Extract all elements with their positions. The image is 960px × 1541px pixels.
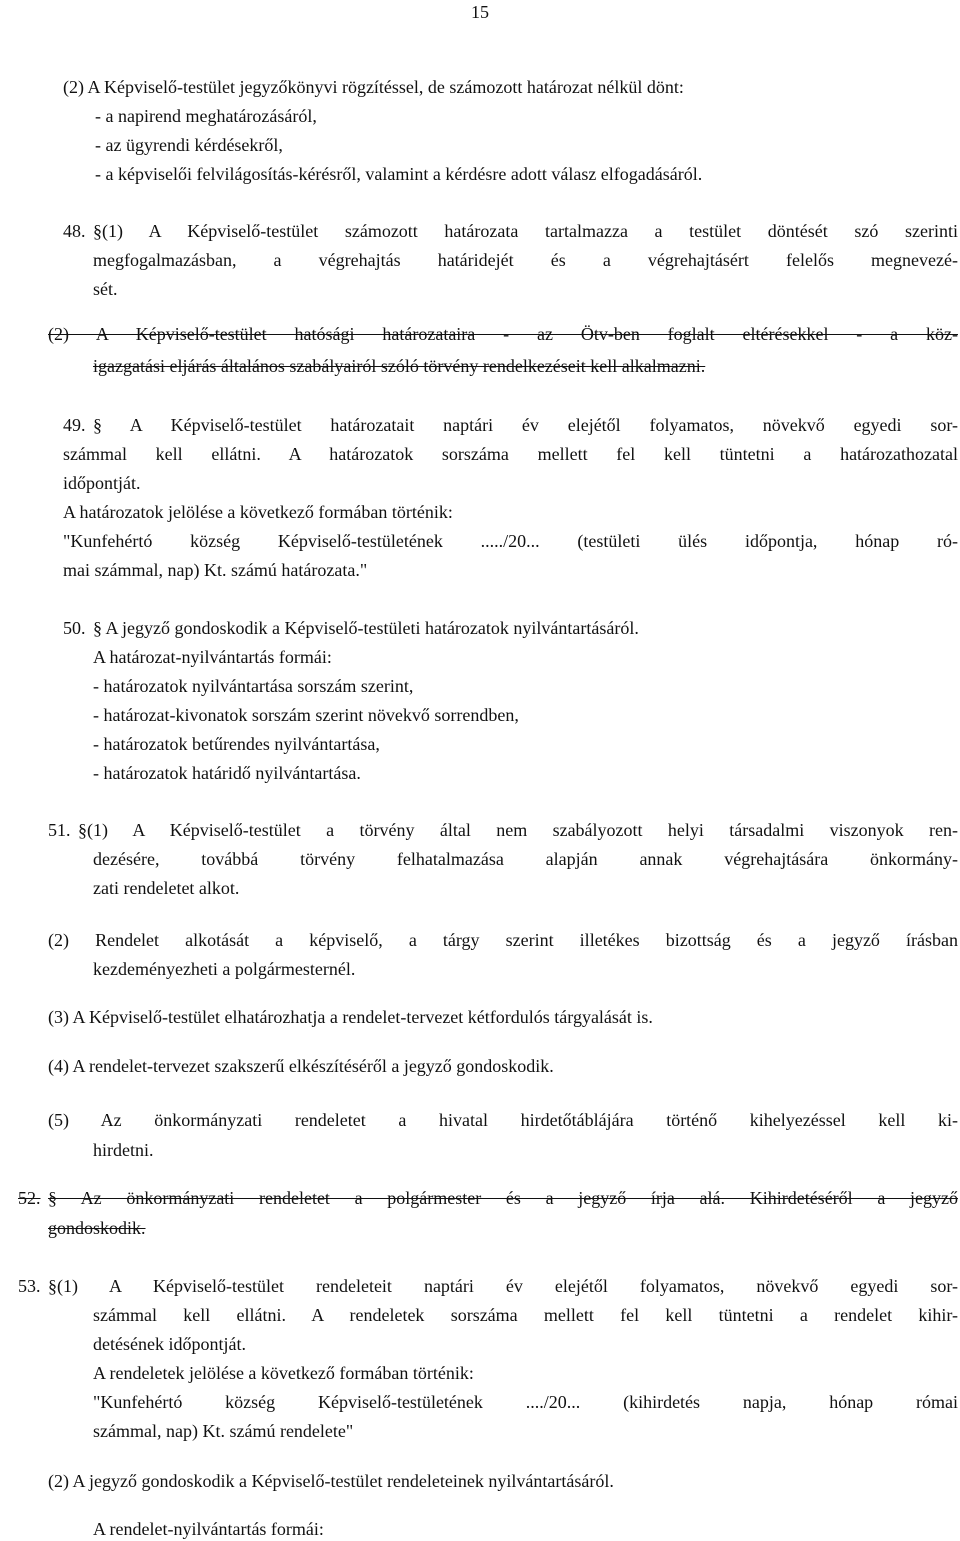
text-line: § A Képviselő-testület határozatait naptári év elejétől folyamatos, növekvő egyedi sor- xyxy=(93,415,958,435)
page-number: 15 xyxy=(471,2,489,22)
text-line: számmal kell ellátni. A rendeletek sorszáma mellett fel kell tüntetni a rendelet kihir- xyxy=(93,1305,958,1325)
text-line: hirdetni. xyxy=(93,1140,154,1160)
list-item: - határozat-kivonatok sorszám szerint növekvő sorrendben, xyxy=(93,705,519,725)
text-line: (2) A jegyző gondoskodik a Képviselő-testület rendeleteinek nyilvántartásáról. xyxy=(48,1471,614,1491)
text-line: (4) A rendelet-tervezet szakszerű elkészítéséről a jegyző gondoskodik. xyxy=(48,1056,554,1076)
text-line: "Kunfehértó község Képviselő-testületének ...../20... (testületi ülés időpontja, hónap ró- xyxy=(63,531,958,551)
text-line: dezésére, továbbá törvény felhatalmazása alapján annak végrehajtására önkormány- xyxy=(93,849,958,869)
text-line: mai számmal, nap) Kt. számú határozata." xyxy=(63,560,368,580)
struck-text-line: (2) A Képviselő-testület hatósági határozataira - az Ötv-ben foglalt eltérésekkel - a köz- xyxy=(48,324,958,344)
section-number: 50. xyxy=(63,618,86,638)
text-line: (3) A Képviselő-testület elhatározhatja a rendelet-tervezet kétfordulós tárgyalását is. xyxy=(48,1007,653,1027)
list-item: - az ügyrendi kérdésekről, xyxy=(95,135,283,155)
list-item: - határozatok határidő nyilvántartása. xyxy=(93,763,361,783)
section-number: 51. xyxy=(48,820,71,840)
text-line: A határozatok jelölése a következő formában történik: xyxy=(63,502,453,522)
text-line: A rendeletek jelölése a következő formában történik: xyxy=(93,1363,474,1383)
text-line: A határozat-nyilvántartás formái: xyxy=(93,647,332,667)
text-line: § A jegyző gondoskodik a Képviselő-testületi határozatok nyilvántartásáról. xyxy=(93,618,639,638)
text-line: §(1) A Képviselő-testület számozott határozata tartalmazza a testület döntését szó szerinti xyxy=(93,221,958,241)
list-item: - határozatok nyilvántartása sorszám szerint, xyxy=(93,676,414,696)
text-line: (2) Rendelet alkotását a képviselő, a tárgy szerint illetékes bizottság és a jegyző írásban xyxy=(48,930,958,950)
text-line: megfogalmazásban, a végrehajtás határidejét és a végrehajtásért felelős megnevezé- xyxy=(93,250,958,270)
text-line: sét. xyxy=(93,279,118,299)
section-number: 52. xyxy=(18,1188,41,1208)
text-line: kezdeményezheti a polgármesternél. xyxy=(93,959,356,979)
section-number: 49. xyxy=(63,415,86,435)
struck-text-line: igazgatási eljárás általános szabályairól szóló törvény rendelkezéseit kell alkalmazni. xyxy=(93,356,706,376)
section-number: 53. xyxy=(18,1276,41,1296)
text-line: időpontját. xyxy=(63,473,141,493)
text-line: "Kunfehértó község Képviselő-testületének ..../20... (kihirdetés napja, hónap római xyxy=(93,1392,958,1412)
text-line: detésének időpontját. xyxy=(93,1334,246,1354)
list-item: - határozatok betűrendes nyilvántartása, xyxy=(93,734,380,754)
section-number: 48. xyxy=(63,221,86,241)
text-line: A rendelet-nyilvántartás formái: xyxy=(93,1519,324,1539)
text-line: (5) Az önkormányzati rendeletet a hivatal hirdetőtáblájára történő kihelyezéssel kell ki- xyxy=(48,1110,958,1130)
struck-text-line: gondoskodik. xyxy=(48,1218,146,1238)
text-line: §(1) A Képviselő-testület a törvény által nem szabályozott helyi társadalmi viszonyok ren- xyxy=(78,820,958,840)
text-line: számmal, nap) Kt. számú rendelete" xyxy=(93,1421,354,1441)
list-item: - a napirend meghatározásáról, xyxy=(95,106,317,126)
text-line: (2) A Képviselő-testület jegyzőkönyvi rögzítéssel, de számozott határozat nélkül dönt: xyxy=(63,77,684,97)
list-item: - a képviselői felvilágosítás-kérésről, valamint a kérdésre adott válasz elfogadásáról. xyxy=(95,164,703,184)
text-line: §(1) A Képviselő-testület rendeleteit naptári év elejétől folyamatos, növekvő egyedi sor- xyxy=(48,1276,958,1296)
text-line: zati rendeletet alkot. xyxy=(93,878,240,898)
struck-text-line: § Az önkormányzati rendeletet a polgármester és a jegyző írja alá. Kihirdetéséről a jegyző xyxy=(48,1188,958,1208)
text-line: számmal kell ellátni. A határozatok sorszáma mellett fel kell tüntetni a határozathozatal xyxy=(63,444,958,464)
